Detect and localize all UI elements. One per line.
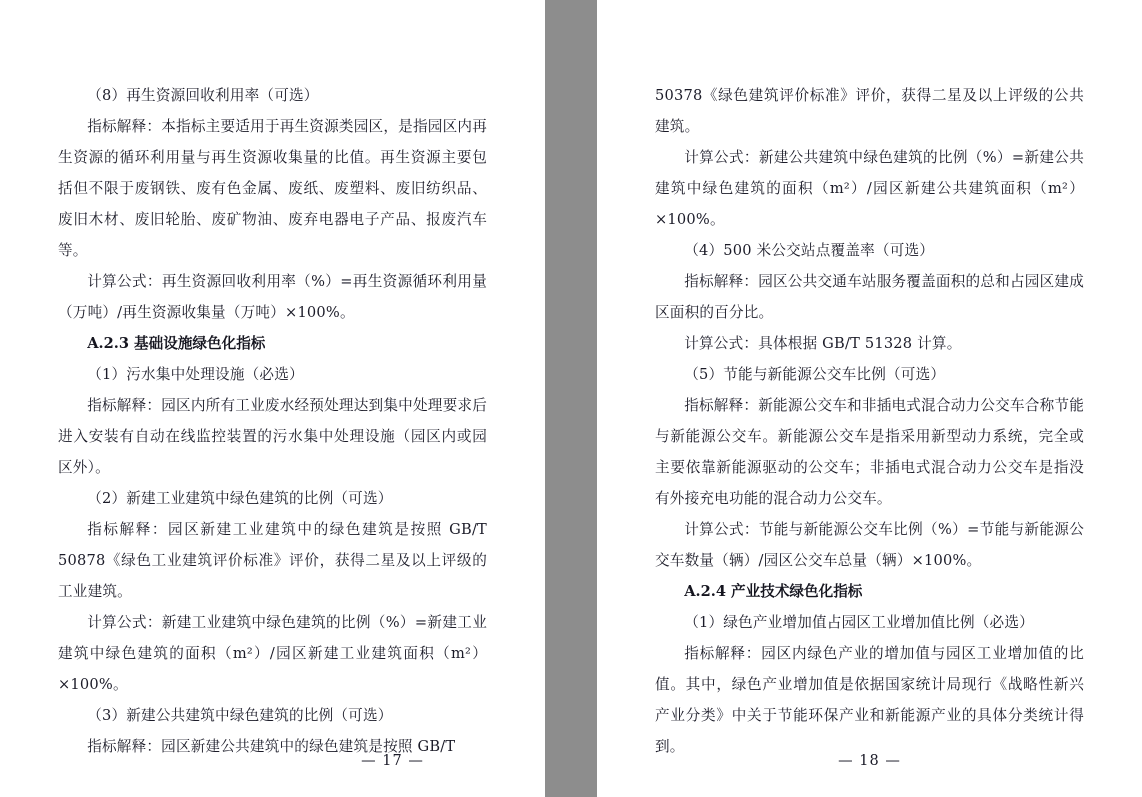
- document-page-18: [597, 0, 1142, 797]
- paragraph: 计算公式：新建工业建筑中绿色建筑的比例（%）=新建工业建筑中绿色建筑的面积（m²）/园区新建工业建筑面积（m²）×100%。: [58, 614, 487, 693]
- paragraph: 计算公式：新建公共建筑中绿色建筑的比例（%）=新建公共建筑中绿色建筑的面积（m²）/园区新建公共建筑面积（m²）×100%。: [655, 149, 1084, 228]
- section-heading: A.2.4 产业技术绿色化指标: [684, 583, 863, 600]
- paragraph: 指标解释：园区公共交通车站服务覆盖面积的总和占园区建成区面积的百分比。: [655, 273, 1084, 321]
- paragraph: 指标解释：本指标主要适用于再生资源类园区，是指园区内再生资源的循环利用量与再生资源收集量的比值。再生资源主要包括但不限于废钢铁、废有色金属、废纸、废塑料、废旧纺织品、废旧木材、废旧轮胎、废矿物油、废弃电器电子产品、报废汽车等。: [58, 118, 487, 259]
- paragraph: 指标解释：园区内所有工业废水经预处理达到集中处理要求后进入安装有自动在线监控装置的污水集中处理设施（园区内或园区外）。: [58, 397, 487, 476]
- paragraph: （3）新建公共建筑中绿色建筑的比例（可选）: [87, 707, 393, 724]
- page-17-content: [0, 80, 545, 797]
- paragraph: （5）节能与新能源公交车比例（可选）: [684, 366, 946, 383]
- paragraph: 指标解释：新能源公交车和非插电式混合动力公交车合称节能与新能源公交车。新能源公交车是指采用新型动力系统，完全或主要依靠新能源驱动的公交车；非插电式混合动力公交车是指没有外接充电功能的混合动力公交车。: [655, 397, 1084, 507]
- paragraph: （2）新建工业建筑中绿色建筑的比例（可选）: [87, 490, 393, 507]
- document-page-17: [0, 0, 545, 797]
- paragraph: （1）绿色产业增加值占园区工业增加值比例（必选）: [684, 614, 1034, 631]
- paragraph: （1）污水集中处理设施（必选）: [87, 366, 304, 383]
- paragraph: 指标解释：园区内绿色产业的增加值与园区工业增加值的比值。其中，绿色产业增加值是依据国家统计局现行《战略性新兴产业分类》中关于节能环保产业和新能源产业的具体分类统计得到。: [655, 645, 1084, 755]
- paragraph: 指标解释：园区新建工业建筑中的绿色建筑是按照 GB/T 50878《绿色工业建筑评价标准》评价，获得二星及以上评级的工业建筑。: [58, 521, 487, 600]
- page-number: — 17 —: [361, 753, 424, 769]
- page-18-content: [597, 80, 1142, 797]
- paragraph: 计算公式：再生资源回收利用率（%）=再生资源循环利用量（万吨）/再生资源收集量（万吨）×100%。: [58, 273, 487, 321]
- paragraph: 计算公式：具体根据 GB/T 51328 计算。: [684, 335, 962, 352]
- paragraph: 50378《绿色建筑评价标准》评价，获得二星及以上评级的公共建筑。: [655, 87, 1084, 135]
- section-heading: A.2.3 基础设施绿色化指标: [87, 335, 266, 352]
- paragraph: （8）再生资源回收利用率（可选）: [87, 87, 319, 104]
- paragraph: （4）500 米公交站点覆盖率（可选）: [684, 242, 935, 259]
- paragraph: 计算公式：节能与新能源公交车比例（%）=节能与新能源公交车数量（辆）/园区公交车总量（辆）×100%。: [655, 521, 1084, 569]
- paragraph: 指标解释：园区新建公共建筑中的绿色建筑是按照 GB/T: [87, 738, 456, 755]
- page-number: — 18 —: [838, 753, 901, 769]
